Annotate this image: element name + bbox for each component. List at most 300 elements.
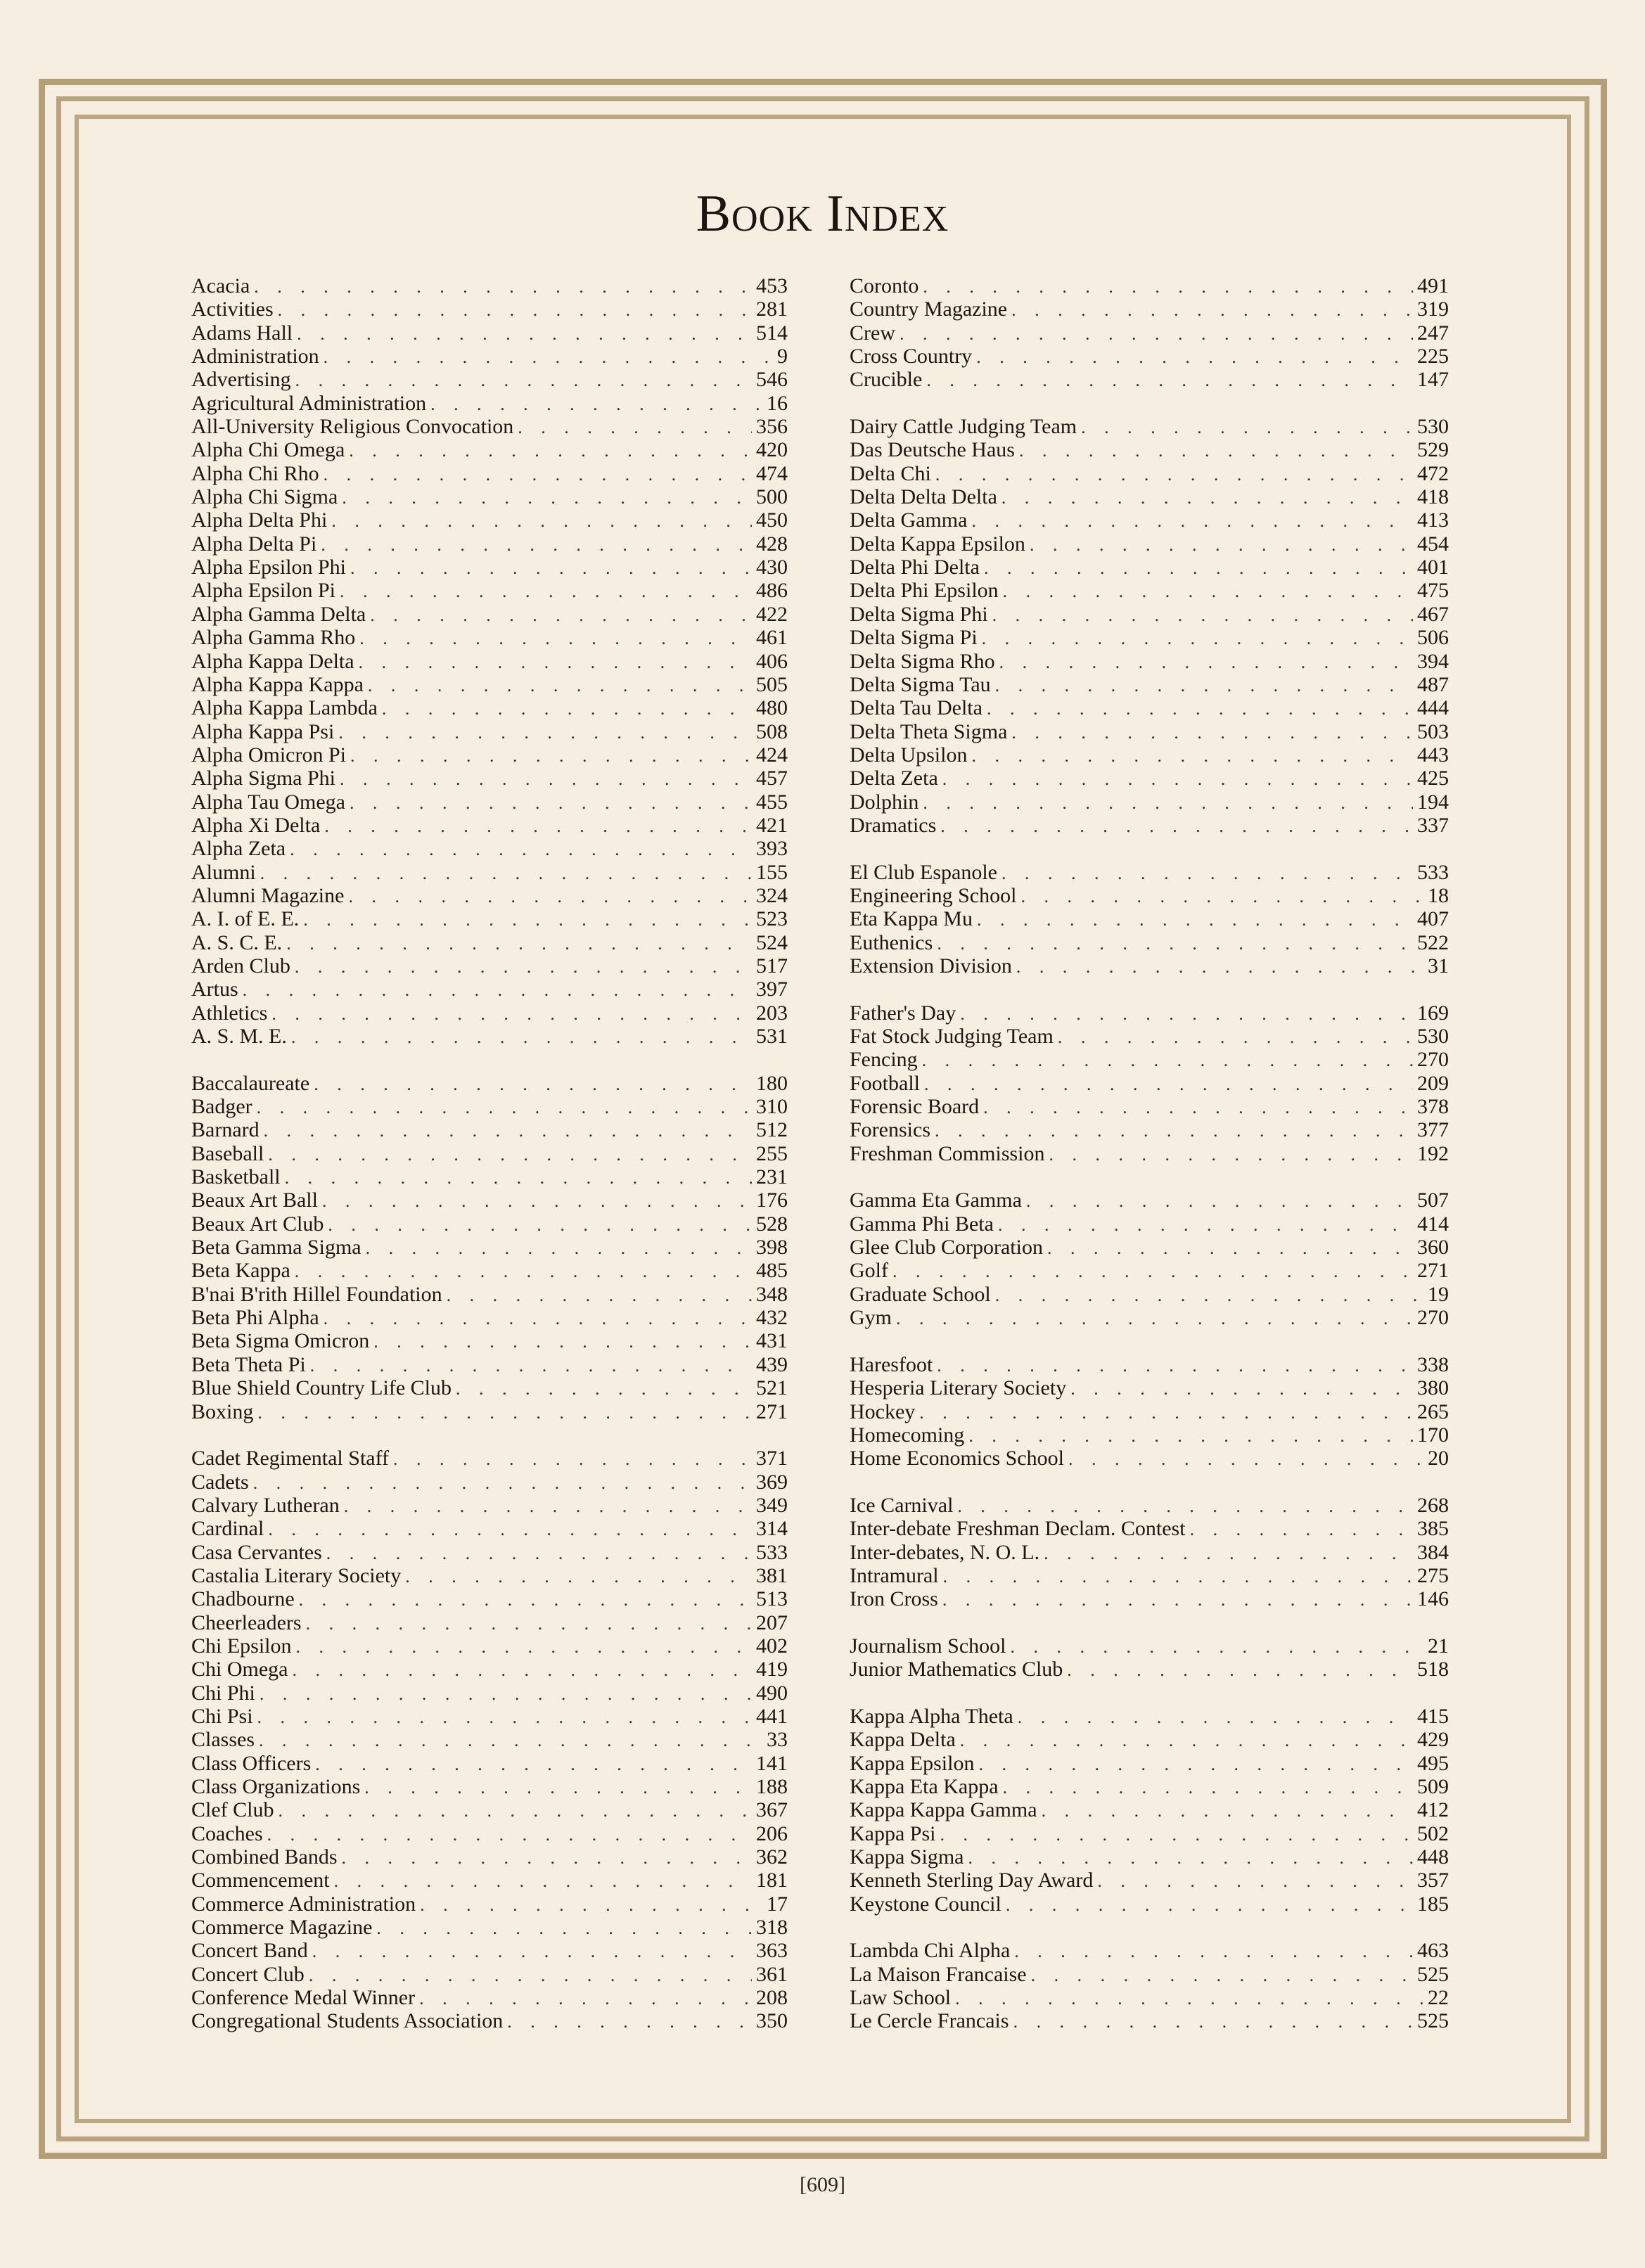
index-entry [850,673,1449,696]
entry-name: Acacia [191,274,250,297]
index-entry [850,1236,1449,1259]
dot-leader [1049,1143,1413,1165]
dot-leader [309,1963,752,1986]
entry-page-number: 512 [756,1118,788,1142]
entry-page-number: 421 [756,813,788,837]
entry-name: Delta Theta Sigma [850,719,1008,743]
entry-name: Freshman Commission [850,1141,1045,1165]
entry-name: Fencing [850,1048,918,1072]
index-entry [191,579,788,602]
dot-leader [1013,2010,1413,2032]
entry-page-number: 414 [1417,1212,1449,1236]
dot-leader [924,1072,1413,1095]
index-entry [191,1471,788,1494]
dot-leader [935,463,1413,485]
entry-name: Athletics [191,1001,268,1025]
dot-leader [1058,1025,1413,1048]
index-entry [191,392,788,415]
entry-page-number: 378 [1417,1095,1449,1119]
entry-name: Kappa Delta [850,1728,956,1752]
entry-name: Cross Country [850,345,973,369]
entry-page-number: 181 [756,1869,788,1892]
entry-page-number: 377 [1417,1118,1449,1142]
dot-leader [995,1283,1423,1306]
entry-name: Dairy Cattle Judging Team [850,415,1077,439]
entry-page-number: 188 [756,1775,788,1798]
entry-page-number: 467 [1417,602,1449,626]
dot-leader [976,345,1413,368]
dot-leader [1044,1542,1413,1564]
index-entry [850,1822,1449,1845]
index-entry [191,1517,788,1540]
entry-page-number: 509 [1417,1775,1449,1798]
dot-leader [896,1307,1413,1329]
dot-leader [290,838,752,860]
index-entry [850,1634,1449,1658]
entry-page-number: 18 [1428,883,1449,907]
entry-name: Alpha Xi Delta [191,813,321,837]
entry-page-number: 21 [1428,1634,1449,1658]
dot-leader [1003,579,1413,602]
entry-page-number: 522 [1417,930,1449,954]
index-entry [191,790,788,814]
entry-page-number: 546 [756,368,788,392]
entry-page-number: 518 [1417,1658,1449,1681]
dot-leader [1016,955,1423,978]
index-entry [191,1329,788,1352]
index-entry [191,1001,788,1025]
entry-page-number: 513 [756,1587,788,1611]
entry-page-number: 398 [756,1236,788,1260]
dot-leader [937,932,1413,954]
index-entry [191,1447,788,1470]
section-gap [191,1423,788,1447]
entry-name: Baccalaureate [191,1071,310,1095]
entry-name: Inter-debates, N. O. L. [850,1540,1040,1564]
entry-page-number: 31 [1428,954,1449,978]
entry-page-number: 265 [1417,1399,1449,1423]
dot-leader [1018,1705,1413,1728]
entry-name: Inter-debate Freshman Declam. Contest [850,1517,1186,1541]
entry-name: Delta Sigma Tau [850,672,991,696]
dot-leader [1070,1377,1413,1399]
index-entry [191,1939,788,1962]
entry-name: Concert Band [191,1939,308,1963]
index-entry [850,1118,1449,1141]
index-entry [850,790,1449,814]
index-entry [191,1963,788,1986]
index-entry [850,1541,1449,1564]
entry-page-number: 474 [756,461,788,485]
index-entry [191,1376,788,1399]
entry-page-number: 525 [1417,1962,1449,1986]
index-entry [191,954,788,978]
entry-page-number: 533 [1417,860,1449,884]
entry-page-number: 507 [1417,1189,1449,1212]
entry-name: Beta Sigma Omicron [191,1329,370,1353]
dot-leader [324,345,773,368]
entry-page-number: 380 [1417,1376,1449,1400]
index-entry [850,345,1449,368]
entry-name: Beta Kappa [191,1259,290,1283]
entry-page-number: 356 [756,415,788,439]
entry-page-number: 363 [756,1939,788,1963]
section-gap [850,1611,1449,1634]
index-entry [191,1916,788,1939]
index-entry [850,1025,1449,1048]
entry-name: Forensic Board [850,1095,980,1119]
entry-page-number: 271 [1417,1259,1449,1283]
entry-page-number: 406 [756,649,788,673]
entry-page-number: 268 [1417,1493,1449,1517]
entry-page-number: 412 [1417,1798,1449,1822]
entry-page-number: 275 [1417,1563,1449,1587]
dot-leader [342,486,752,508]
entry-page-number: 16 [767,391,788,415]
index-entry [191,1165,788,1189]
dot-leader [1068,1447,1423,1470]
dot-leader [324,1307,752,1329]
dot-leader [350,744,752,767]
entry-page-number: 503 [1417,719,1449,743]
entry-name: Kappa Eta Kappa [850,1775,999,1798]
dot-leader [279,1799,753,1821]
dot-leader [1006,1893,1413,1916]
entry-name: Journalism School [850,1634,1006,1658]
dot-leader [291,1025,752,1048]
entry-name: Graduate School [850,1282,991,1306]
entry-page-number: 454 [1417,532,1449,556]
dot-leader [364,1776,752,1798]
index-entry [191,1212,788,1236]
entry-name: Arden Club [191,954,290,978]
entry-name: Homecoming [850,1423,965,1447]
entry-name: El Club Espanole [850,860,997,884]
entry-name: Crucible [850,368,923,392]
entry-page-number: 506 [1417,626,1449,650]
entry-name: Beaux Art Ball [191,1189,318,1212]
entry-page-number: 337 [1417,813,1449,837]
index-entry [191,1353,788,1376]
entry-name: Class Officers [191,1751,312,1775]
entry-page-number: 530 [1417,415,1449,439]
index-entry [850,1400,1449,1423]
index-entry [850,297,1449,321]
entry-name: Beta Phi Alpha [191,1306,319,1330]
entry-page-number: 270 [1417,1306,1449,1330]
index-entry [850,1353,1449,1376]
index-entry [850,1283,1449,1306]
entry-name: Adams Hall [191,321,293,345]
entry-page-number: 431 [756,1329,788,1353]
index-entry [850,650,1449,673]
index-entry [850,274,1449,297]
index-entry [850,1423,1449,1447]
dot-leader [322,1189,752,1212]
dot-leader [1067,1658,1413,1681]
entry-name: Delta Delta Delta [850,485,997,509]
index-entry [850,954,1449,978]
dot-leader [1020,885,1423,907]
dot-leader [376,1916,752,1939]
entry-page-number: 521 [756,1376,788,1400]
index-entry [191,1541,788,1564]
entry-name: Iron Cross [850,1587,938,1611]
dot-leader [1011,1635,1424,1658]
index-entry [850,743,1449,767]
index-entry [191,1142,788,1165]
dot-leader [957,1494,1413,1517]
entry-name: Delta Tau Delta [850,696,982,720]
index-entry [191,297,788,321]
entry-page-number: 384 [1417,1540,1449,1564]
dot-leader [1081,416,1413,438]
dot-leader [344,1494,752,1517]
entry-name: Delta Zeta [850,767,938,790]
entry-name: Das Deutsche Haus [850,438,1015,462]
entry-name: Kappa Kappa Gamma [850,1798,1037,1822]
entry-page-number: 348 [756,1282,788,1306]
index-entry [191,1775,788,1798]
dot-leader [312,1940,752,1962]
index-entry [191,345,788,368]
dot-leader [971,744,1413,767]
index-entry [191,321,788,345]
index-entry [850,1494,1449,1517]
dot-leader [350,556,752,579]
dot-leader [314,1072,752,1095]
entry-name: Football [850,1071,921,1095]
entry-name: Alpha Kappa Psi [191,719,335,743]
entry-name: Haresfoot [850,1352,933,1376]
entry-page-number: 362 [756,1845,788,1869]
dot-leader [960,1002,1413,1025]
entry-name: Delta Upsilon [850,743,968,767]
index-entry [191,814,788,837]
entry-name: Alpha Chi Omega [191,438,345,462]
entry-name: Alpha Tau Omega [191,790,345,814]
entry-page-number: 194 [1417,790,1449,814]
entry-page-number: 450 [756,508,788,532]
index-entry [850,1048,1449,1071]
entry-name: La Maison Francaise [850,1962,1027,1986]
dot-leader [447,1283,752,1306]
section-gap [850,1681,1449,1705]
dot-leader [267,1823,752,1845]
entry-name: Alumni Magazine [191,883,345,907]
dot-leader [257,1401,752,1423]
entry-name: Hockey [850,1399,916,1423]
dot-leader [340,579,752,602]
dot-leader [1014,1940,1413,1962]
entry-page-number: 371 [756,1447,788,1471]
dot-leader [271,1002,752,1025]
entry-page-number: 415 [1417,1704,1449,1728]
entry-name: Calvary Lutheran [191,1493,340,1517]
index-entry [191,1283,788,1306]
entry-page-number: 428 [756,532,788,556]
entry-page-number: 146 [1417,1587,1449,1611]
dot-leader [1190,1518,1413,1540]
entry-name: Castalia Literary Society [191,1563,402,1587]
entry-name: Agricultural Administration [191,391,427,415]
dot-leader [998,1213,1413,1236]
entry-page-number: 350 [756,2009,788,2033]
index-entry [191,1705,788,1728]
entry-page-number: 360 [1417,1236,1449,1260]
entry-name: A. S. C. E. [191,930,283,954]
index-entry [191,650,788,673]
entry-name: Cadet Regimental Staff [191,1447,390,1471]
dot-leader [430,392,762,415]
dot-leader [923,275,1413,297]
index-entry [191,1564,788,1587]
index-entry [850,884,1449,907]
index-entry [850,1845,1449,1869]
entry-page-number: 349 [756,1493,788,1517]
entry-name: Alpha Delta Pi [191,532,317,556]
entry-page-number: 208 [756,1986,788,2010]
entry-name: B'nai B'rith Hillel Foundation [191,1282,442,1306]
dot-leader [299,1588,752,1610]
entry-name: Lambda Chi Alpha [850,1939,1011,1963]
entry-page-number: 455 [756,790,788,814]
entry-name: Blue Shield Country Life Club [191,1376,452,1400]
entry-page-number: 533 [756,1540,788,1564]
entry-name: A. I. of E. E. [191,907,300,931]
entry-page-number: 457 [756,767,788,790]
entry-page-number: 369 [756,1470,788,1494]
dot-leader [987,697,1413,719]
dot-leader [420,1893,762,1916]
entry-name: Beaux Art Club [191,1212,324,1236]
entry-page-number: 247 [1417,321,1449,345]
entry-page-number: 444 [1417,696,1449,720]
dot-leader [286,932,752,954]
dot-leader [259,1729,762,1751]
entry-page-number: 514 [756,321,788,345]
entry-name: Junior Mathematics Club [850,1658,1063,1681]
index-entry [850,696,1449,719]
entry-page-number: 209 [1417,1071,1449,1095]
dot-leader [303,908,752,930]
entry-name: Chadbourne [191,1587,295,1611]
index-entry [191,1869,788,1892]
entry-page-number: 324 [756,883,788,907]
entry-name: Hesperia Literary Society [850,1376,1067,1400]
entry-page-number: 432 [756,1306,788,1330]
index-entry [191,673,788,696]
entry-page-number: 203 [756,1001,788,1025]
entry-page-number: 314 [756,1517,788,1541]
entry-name: Concert Club [191,1962,305,1986]
index-entry [850,462,1449,485]
dot-leader [971,509,1413,532]
entry-name: Kappa Alpha Theta [850,1704,1013,1728]
entry-page-number: 419 [756,1658,788,1681]
entry-page-number: 448 [1417,1845,1449,1869]
index-entry [850,1892,1449,1916]
dot-leader [1097,1869,1413,1892]
index-entry [191,274,788,297]
entry-name: Casa Cervantes [191,1540,322,1564]
index-entry [850,1001,1449,1025]
entry-page-number: 525 [1417,2009,1449,2033]
index-entry [850,1142,1449,1165]
dot-leader [257,1705,752,1728]
index-entry [191,1025,788,1048]
index-entry [191,415,788,438]
entry-name: Alpha Gamma Rho [191,626,356,650]
index-entry [850,556,1449,579]
entry-page-number: 429 [1417,1728,1449,1752]
index-entry [191,1798,788,1821]
index-entry [850,415,1449,438]
index-entry [191,438,788,461]
index-entry [191,603,788,626]
entry-name: Chi Epsilon [191,1634,292,1658]
index-entry [191,1822,788,1845]
dot-leader [306,1612,752,1634]
dot-leader [1026,1189,1413,1212]
section-gap [850,1916,1449,1939]
entry-name: Euthenics [850,930,933,954]
entry-page-number: 420 [756,438,788,462]
dot-leader [254,275,752,297]
dot-leader [456,1377,752,1399]
entry-page-number: 206 [756,1821,788,1845]
entry-page-number: 9 [777,345,788,369]
entry-name: Gamma Eta Gamma [850,1189,1022,1212]
dot-leader [1047,1236,1413,1259]
entry-name: Alpha Epsilon Pi [191,579,336,603]
index-entry [850,1963,1449,1986]
dot-leader [1019,439,1413,461]
entry-name: Delta Sigma Pi [850,626,978,650]
dot-leader [268,1518,752,1540]
dot-leader [321,533,752,556]
dot-leader [338,721,752,743]
entry-name: Ice Carnival [850,1493,954,1517]
entry-name: Home Economics School [850,1447,1064,1471]
entry-name: Extension Division [850,954,1012,978]
index-entry [850,1376,1449,1399]
entry-page-number: 508 [756,719,788,743]
entry-page-number: 531 [756,1025,788,1048]
dot-leader [393,1447,752,1470]
index-entry [850,2009,1449,2032]
entry-name: Administration [191,345,319,369]
index-entry [850,1798,1449,1821]
entry-name: Delta Chi [850,461,931,485]
index-entry [191,1892,788,1916]
entry-page-number: 318 [756,1916,788,1940]
index-entry [191,1845,788,1869]
dot-leader [253,1471,752,1494]
entry-page-number: 500 [756,485,788,509]
entry-name: Coronto [850,274,919,297]
entry-page-number: 495 [1417,1751,1449,1775]
index-entry [191,720,788,743]
entry-name: Barnard [191,1118,260,1142]
index-entry [191,1072,788,1095]
dot-leader [359,651,752,673]
entry-page-number: 207 [756,1610,788,1634]
entry-name: Golf [850,1259,888,1283]
entry-page-number: 281 [756,297,788,321]
entry-page-number: 271 [756,1399,788,1423]
entry-name: Congregational Students Association [191,2009,504,2033]
